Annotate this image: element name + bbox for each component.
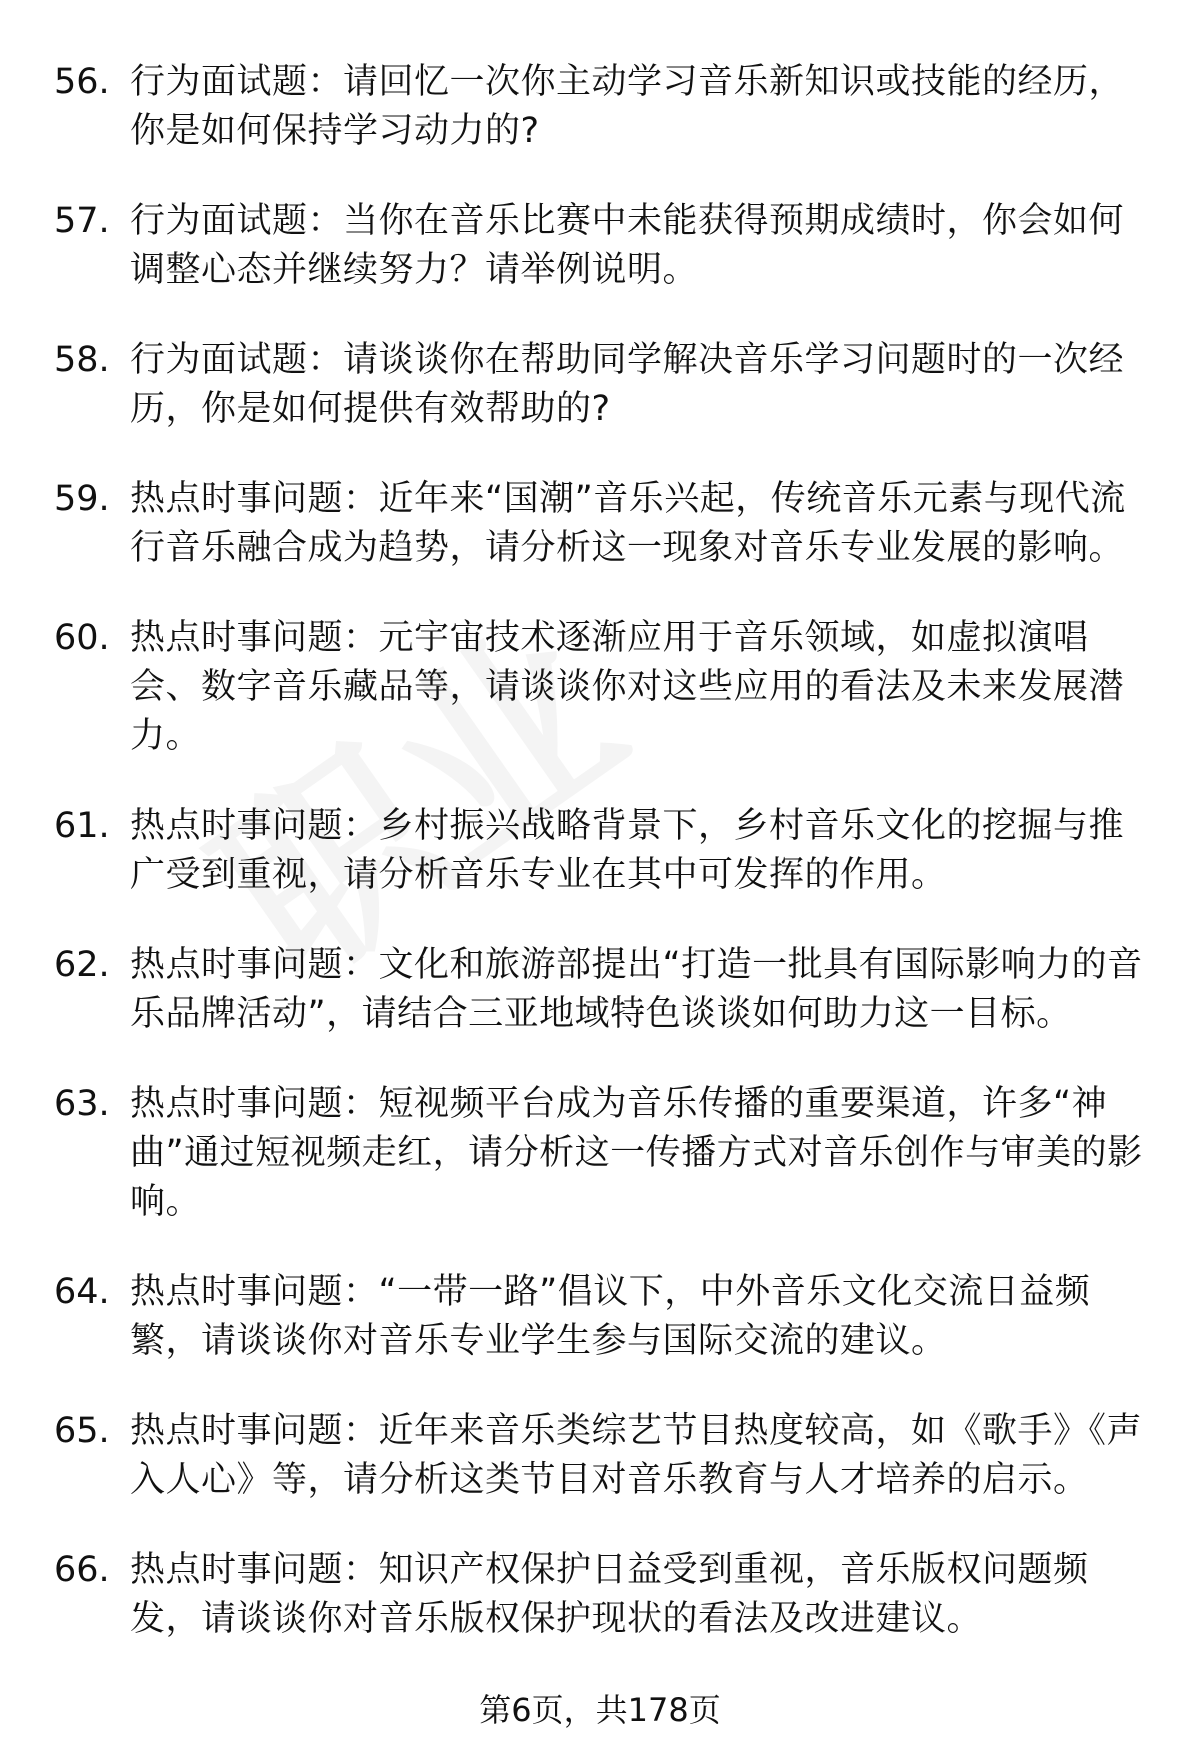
question-item bbox=[54, 336, 1154, 434]
question-text: 行为面试题：请谈谈你在帮助同学解决音乐学习问题时的一次经历，你是如何提供有效帮助的? bbox=[130, 340, 1125, 429]
question-item bbox=[54, 1268, 1154, 1366]
question-text: 热点时事问题：元宇宙技术逐渐应用于音乐领域，如虚拟演唱会、数字音乐藏品等，请谈谈你对这些应用的看法及未来发展潜力。 bbox=[130, 618, 1125, 756]
question-text: 热点时事问题：短视频平台成为音乐传播的重要渠道，许多“神曲”通过短视频走红，请分析这一传播方式对音乐创作与审美的影响。 bbox=[130, 1084, 1143, 1222]
question-number: 65. bbox=[54, 1411, 110, 1451]
question-list bbox=[54, 58, 1154, 1685]
question-number: 61. bbox=[54, 806, 110, 846]
question-item bbox=[54, 58, 1154, 156]
question-number: 60. bbox=[54, 618, 110, 658]
question-text: 行为面试题：当你在音乐比赛中未能获得预期成绩时，你会如何调整心态并继续努力？请举例说明。 bbox=[130, 201, 1125, 290]
question-number: 62. bbox=[54, 945, 110, 985]
question-item bbox=[54, 941, 1154, 1039]
question-number: 56. bbox=[54, 62, 110, 102]
question-item bbox=[54, 1407, 1154, 1505]
question-text: 热点时事问题：近年来“国潮”音乐兴起，传统音乐元素与现代流行音乐融合成为趋势，请分析这一现象对音乐专业发展的影响。 bbox=[130, 479, 1126, 568]
question-text: 行为面试题：请回忆一次你主动学习音乐新知识或技能的经历，你是如何保持学习动力的? bbox=[130, 62, 1125, 151]
question-text: 热点时事问题：知识产权保护日益受到重视，音乐版权问题频发，请谈谈你对音乐版权保护现状的看法及改进建议。 bbox=[130, 1550, 1089, 1639]
question-text: 热点时事问题：近年来音乐类综艺节目热度较高，如《歌手》《声入人心》等，请分析这类节目对音乐教育与人才培养的启示。 bbox=[130, 1411, 1143, 1500]
question-number: 63. bbox=[54, 1084, 110, 1124]
question-number: 64. bbox=[54, 1272, 110, 1312]
question-item bbox=[54, 802, 1154, 900]
question-item bbox=[54, 1546, 1154, 1644]
page-footer: 第6页，共178页 bbox=[479, 1691, 721, 1729]
question-item bbox=[54, 614, 1154, 761]
question-text: 热点时事问题：“一带一路”倡议下，中外音乐文化交流日益频繁，请谈谈你对音乐专业学生参与国际交流的建议。 bbox=[130, 1272, 1091, 1361]
question-item bbox=[54, 197, 1154, 295]
question-number: 66. bbox=[54, 1550, 110, 1590]
question-number: 59. bbox=[54, 479, 110, 519]
question-text: 热点时事问题：乡村振兴战略背景下，乡村音乐文化的挖掘与推广受到重视，请分析音乐专业在其中可发挥的作用。 bbox=[130, 806, 1125, 895]
question-item bbox=[54, 475, 1154, 573]
question-item bbox=[54, 1080, 1154, 1227]
question-number: 58. bbox=[54, 340, 110, 380]
question-number: 57. bbox=[54, 201, 110, 241]
question-text: 热点时事问题：文化和旅游部提出“打造一批具有国际影响力的音乐品牌活动”，请结合三亚地域特色谈谈如何助力这一目标。 bbox=[130, 945, 1143, 1034]
